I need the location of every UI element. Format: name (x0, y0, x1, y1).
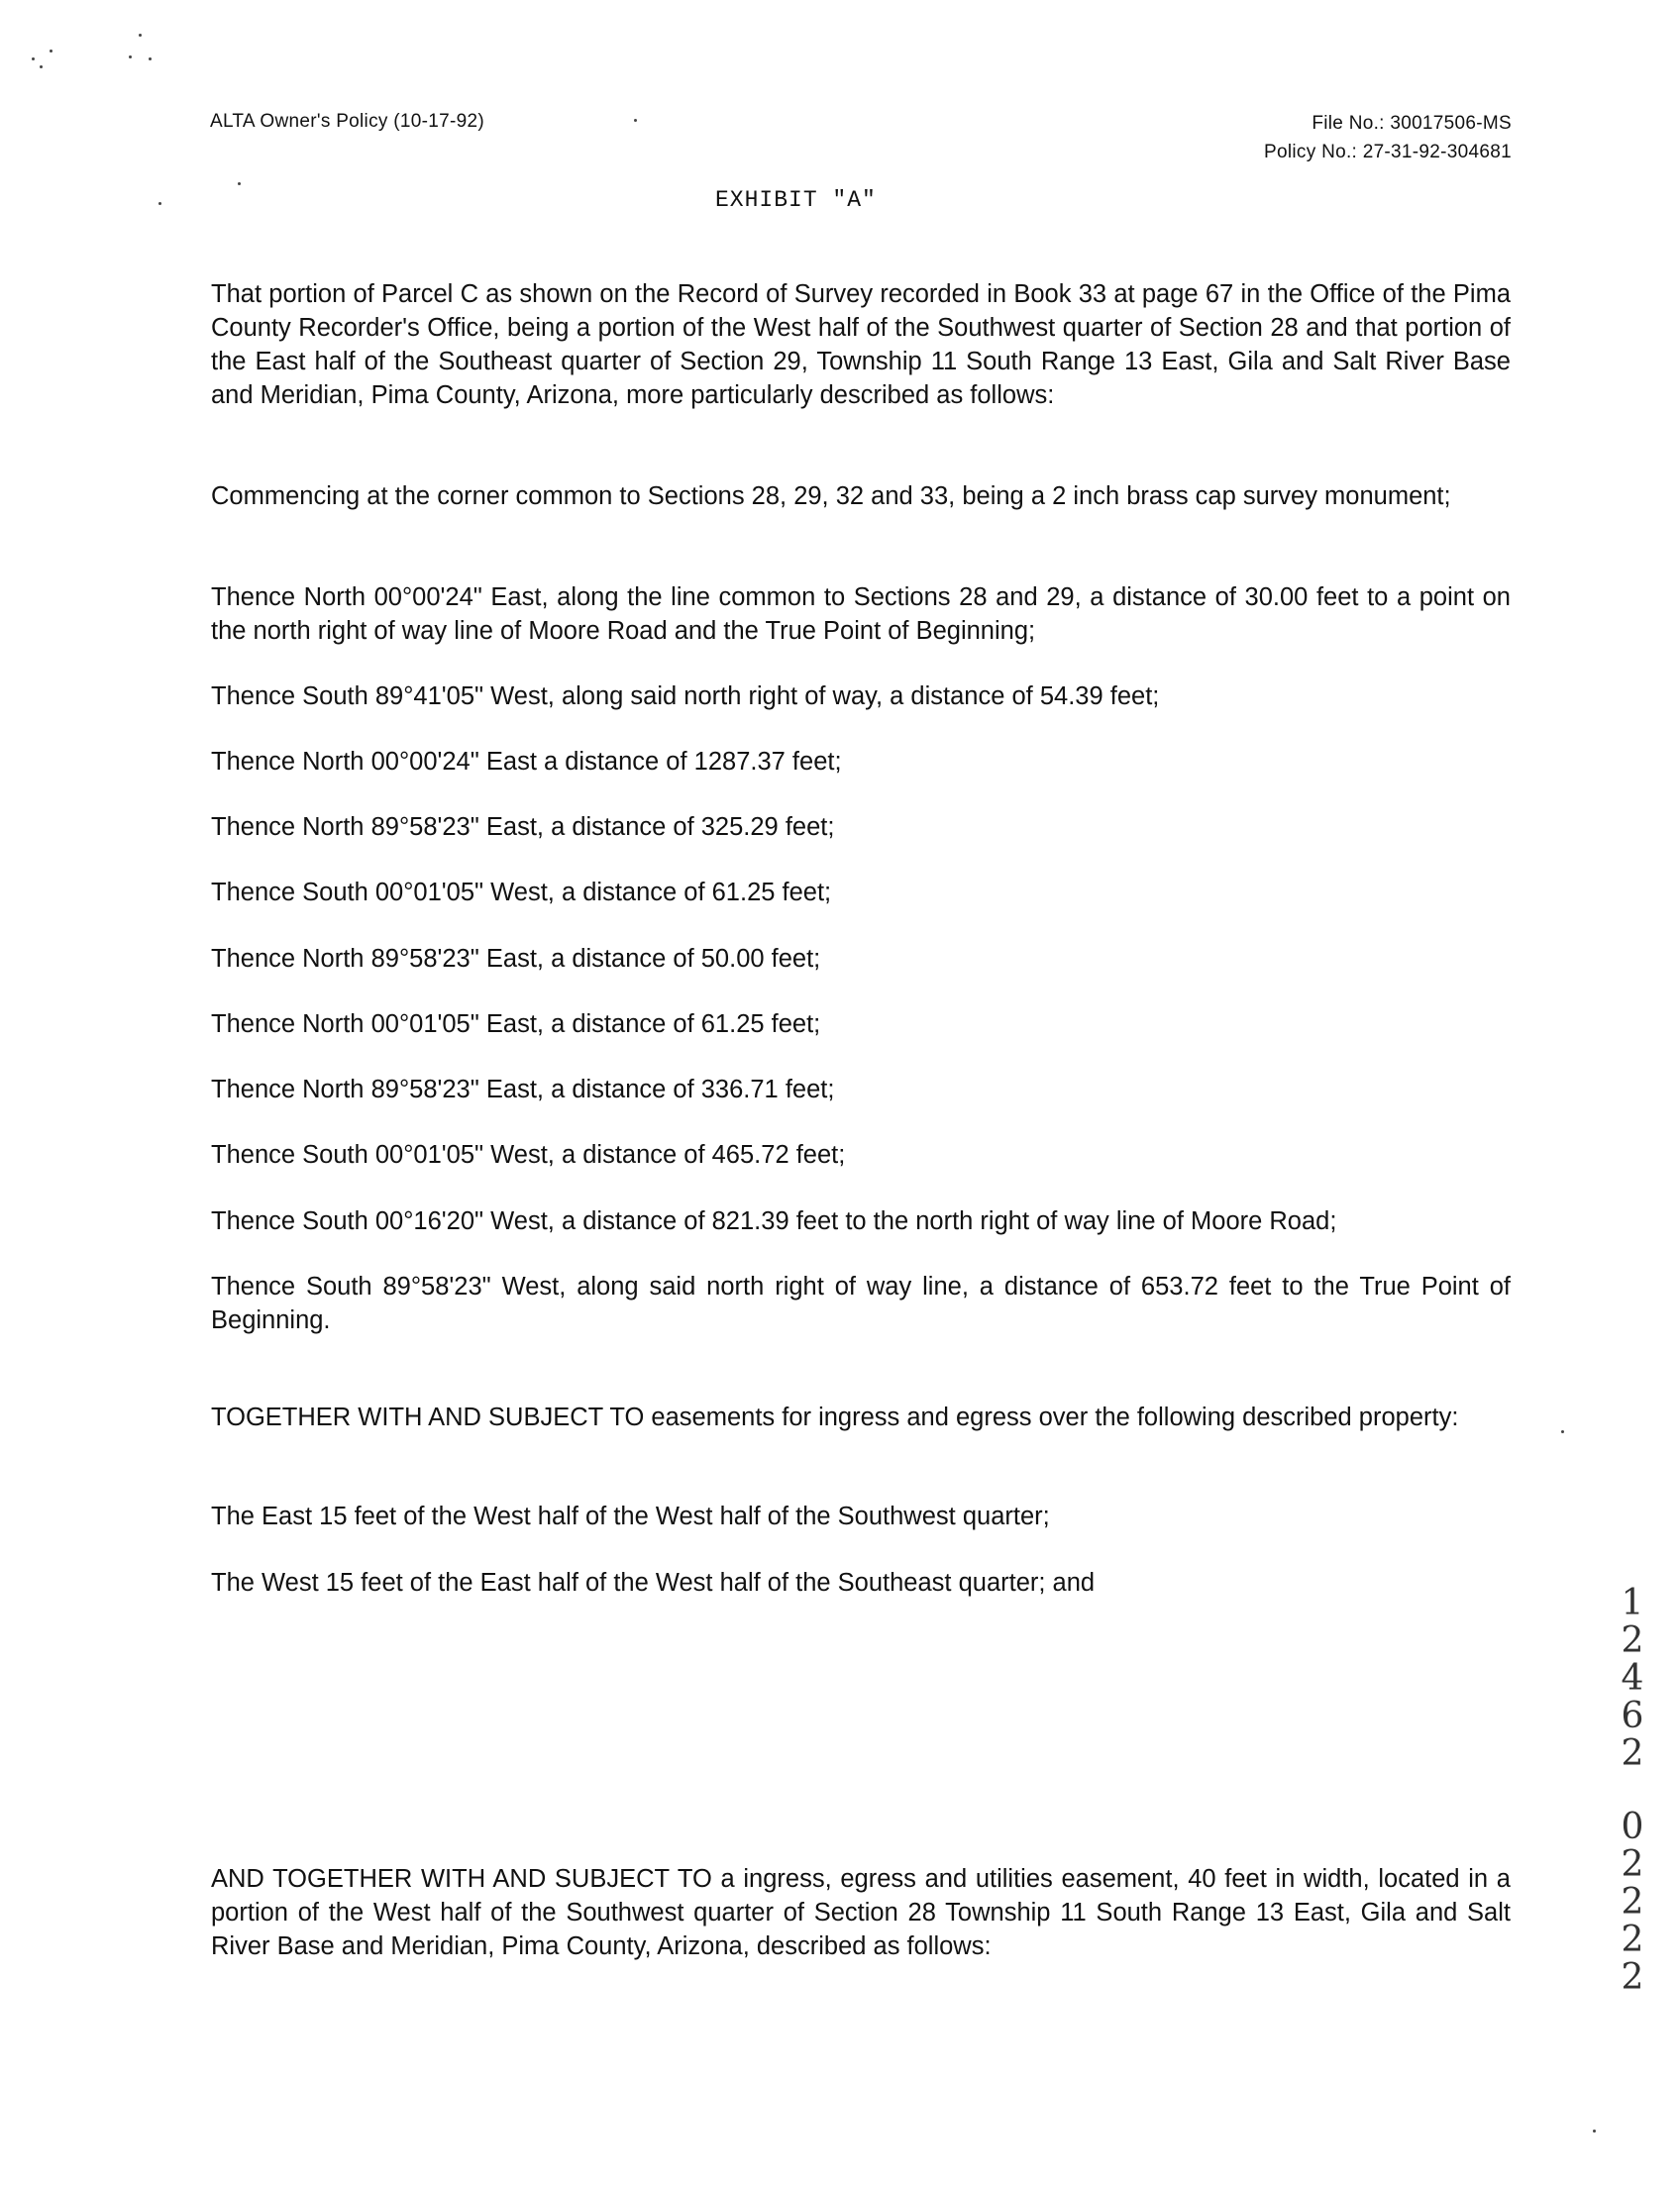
scan-speck (1561, 1430, 1564, 1433)
course-paragraph: Thence North 00°00'24" East, along the line common to Sections 28 and 29, a distance of 30.00 feet to a point on the north right of way line of Moore Road and the True Point of Beginning; (211, 583, 1511, 645)
stamp-digit: 6 (1621, 1696, 1644, 1736)
easement-description: The West 15 feet of the East half of the West half of the Southeast quarter; and (211, 1569, 1096, 1597)
scan-speck (1593, 2130, 1596, 2133)
course-paragraph: Thence North 00°00'24" East a distance of 1287.37 feet; (211, 748, 842, 776)
course-paragraph: Thence North 89°58'23" East, a distance of 325.29 feet; (211, 813, 835, 841)
policy-number: Policy No.: 27-31-92-304681 (1264, 142, 1512, 162)
stamp-digit: 2 (1621, 1733, 1644, 1774)
stamp-digit: 1 (1621, 1583, 1644, 1623)
scan-speck (32, 57, 35, 60)
commencing-paragraph: Commencing at the corner common to Sections 28, 29, 32 and 33, being a 2 inch brass cap survey monument; (211, 482, 1451, 510)
stamp-digit: 2 (1621, 1882, 1644, 1923)
course-paragraph: Thence South 00°01'05" West, a distance of 61.25 feet; (211, 879, 832, 906)
stamp-digit: 4 (1621, 1658, 1644, 1699)
scan-speck (50, 50, 52, 52)
scan-speck (634, 119, 637, 122)
stamp-digit: 2 (1621, 1957, 1644, 1998)
course-paragraph: Thence South 00°01'05" West, a distance of 465.72 feet; (211, 1141, 846, 1169)
policy-form-label: ALTA Owner's Policy (10-17-92) (210, 111, 484, 132)
stamp-digit: 0 (1621, 1807, 1644, 1847)
easement-intro-paragraph: TOGETHER WITH AND SUBJECT TO easements for ingress and egress over the following described property: (211, 1404, 1459, 1431)
course-paragraph: Thence North 89°58'23" East, a distance of 336.71 feet; (211, 1076, 835, 1103)
stamp-digit: 2 (1621, 1620, 1644, 1661)
course-paragraph: Thence North 89°58'23" East, a distance of 50.00 feet; (211, 945, 821, 973)
stamp-digit: 2 (1621, 1844, 1644, 1885)
file-policy-numbers (1264, 109, 1512, 166)
file-number: File No.: 30017506-MS (1312, 113, 1512, 134)
scan-speck (158, 202, 161, 205)
utilities-easement-paragraph: AND TOGETHER WITH AND SUBJECT TO a ingress, egress and utilities easement, 40 feet in width, located in a portion of the West half of the Southwest quarter of Section 28 Township 11 South Range 13 East, Gila and Salt River Base and Meridian, Pima County, Arizona, described as follows: (211, 1865, 1511, 1960)
scan-speck (139, 34, 142, 37)
course-paragraph: Thence North 00°01'05" East, a distance of 61.25 feet; (211, 1010, 821, 1038)
legal-description-intro: That portion of Parcel C as shown on the Record of Survey recorded in Book 33 at page 67 in the Office of the Pima County Recorder's Office, being a portion of the West half of the Southwest quarter of Section 28 and that portion of the East half of the Southeast quarter of Section 29, Township 11 South Range 13 East, Gila and Salt River Base and Meridian, Pima County, Arizona, more particularly described as follows: (211, 280, 1511, 409)
recording-number-stamp (1613, 1585, 1652, 1997)
course-paragraph: Thence South 89°41'05" West, along said north right of way, a distance of 54.39 feet; (211, 682, 1160, 710)
scan-speck (40, 65, 43, 68)
stamp-gap (1613, 1773, 1652, 1809)
easement-description: The East 15 feet of the West half of the West half of the Southwest quarter; (211, 1503, 1050, 1530)
course-paragraph: Thence South 00°16'20" West, a distance of 821.39 feet to the north right of way line of Moore Road; (211, 1207, 1337, 1235)
scan-speck (129, 55, 132, 58)
scan-speck (238, 182, 241, 185)
closing-course-paragraph: Thence South 89°58'23" West, along said north right of way line, a distance of 653.72 feet to the True Point of Beginning. (211, 1273, 1511, 1334)
scan-speck (149, 57, 152, 60)
exhibit-title: EXHIBIT "A" (715, 187, 877, 213)
stamp-digit: 2 (1621, 1920, 1644, 1960)
